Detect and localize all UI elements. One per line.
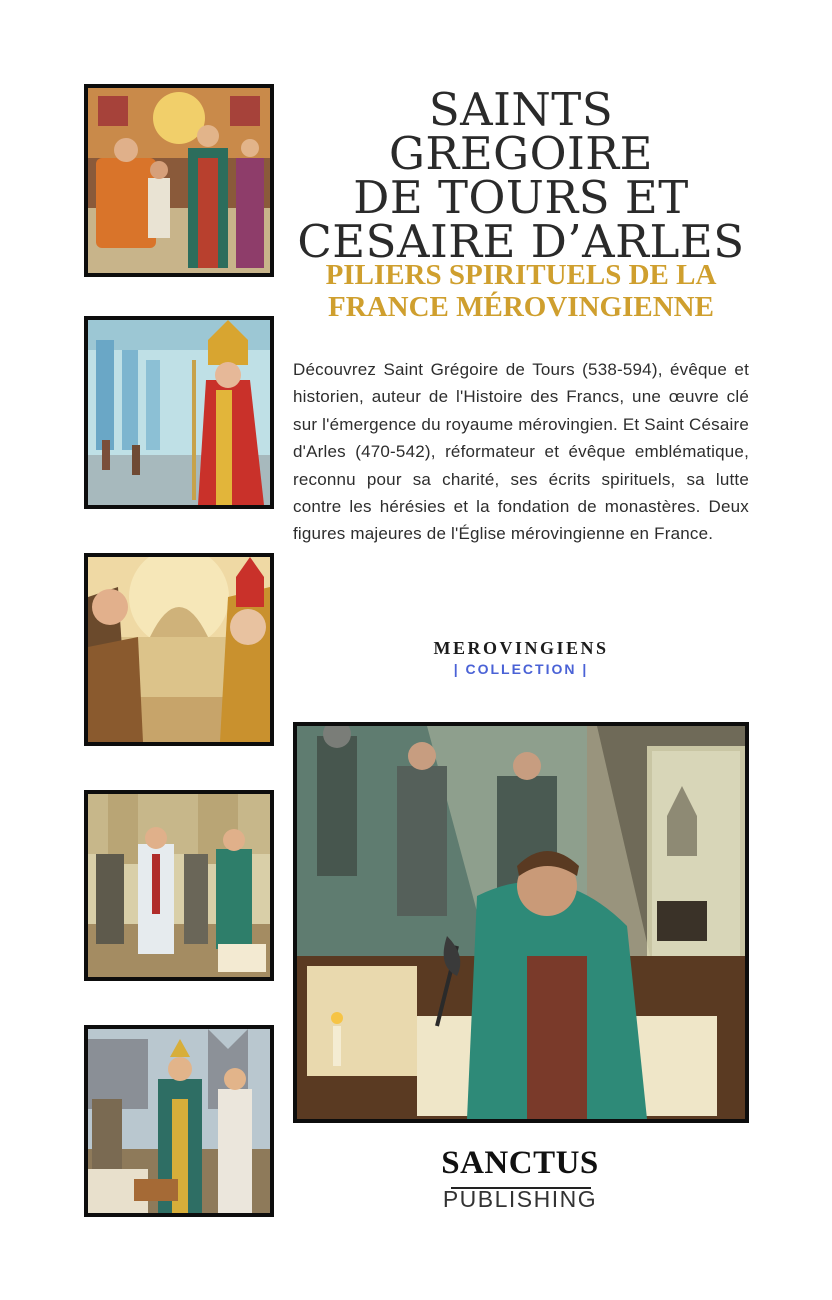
- publisher-logo-name: SANCTUS: [441, 1145, 599, 1181]
- publisher-logo-sub: PUBLISHING: [442, 1186, 598, 1212]
- book-subtitle: [296, 259, 746, 323]
- illustration-crusader-crowd: [84, 790, 274, 981]
- illustration-bishop-cathedral-builders: [84, 316, 274, 509]
- title-line: SAINTS GREGOIRE: [388, 83, 654, 180]
- illustration-bishop-market-alms: [84, 1025, 274, 1217]
- book-description: Découvrez Saint Grégoire de Tours (538-594), évêque et historien, auteur de l'Histoire des Francs, une œuvre clé sur l'émergence du royaume mérovingien. Et Saint Césaire d'Arles (470-542), réformateur et évêque emblématique, reconnu pour sa charité, ses écrits spirituels, sa lutte contre les hérésies et la fondation de monastères. Deux figures majeures de l'Église mérovingienne en France.: [293, 360, 749, 544]
- illustration-historian-writing: [293, 722, 749, 1123]
- collection-label: | COLLECTION |: [453, 661, 589, 677]
- title-line: DE TOURS ET: [353, 171, 689, 224]
- subtitle-line: FRANCE MÉROVINGIENNE: [328, 291, 714, 323]
- book-title: [296, 83, 746, 268]
- subtitle-line: PILIERS SPIRITUELS DE LA: [325, 259, 717, 291]
- illustration-saint-peters-basilica: [84, 553, 274, 746]
- illustration-bishop-blessing-child: [84, 84, 274, 277]
- title-line: CESAIRE D’ARLES: [297, 215, 745, 268]
- collection-name: MEROVINGIENS: [433, 638, 609, 658]
